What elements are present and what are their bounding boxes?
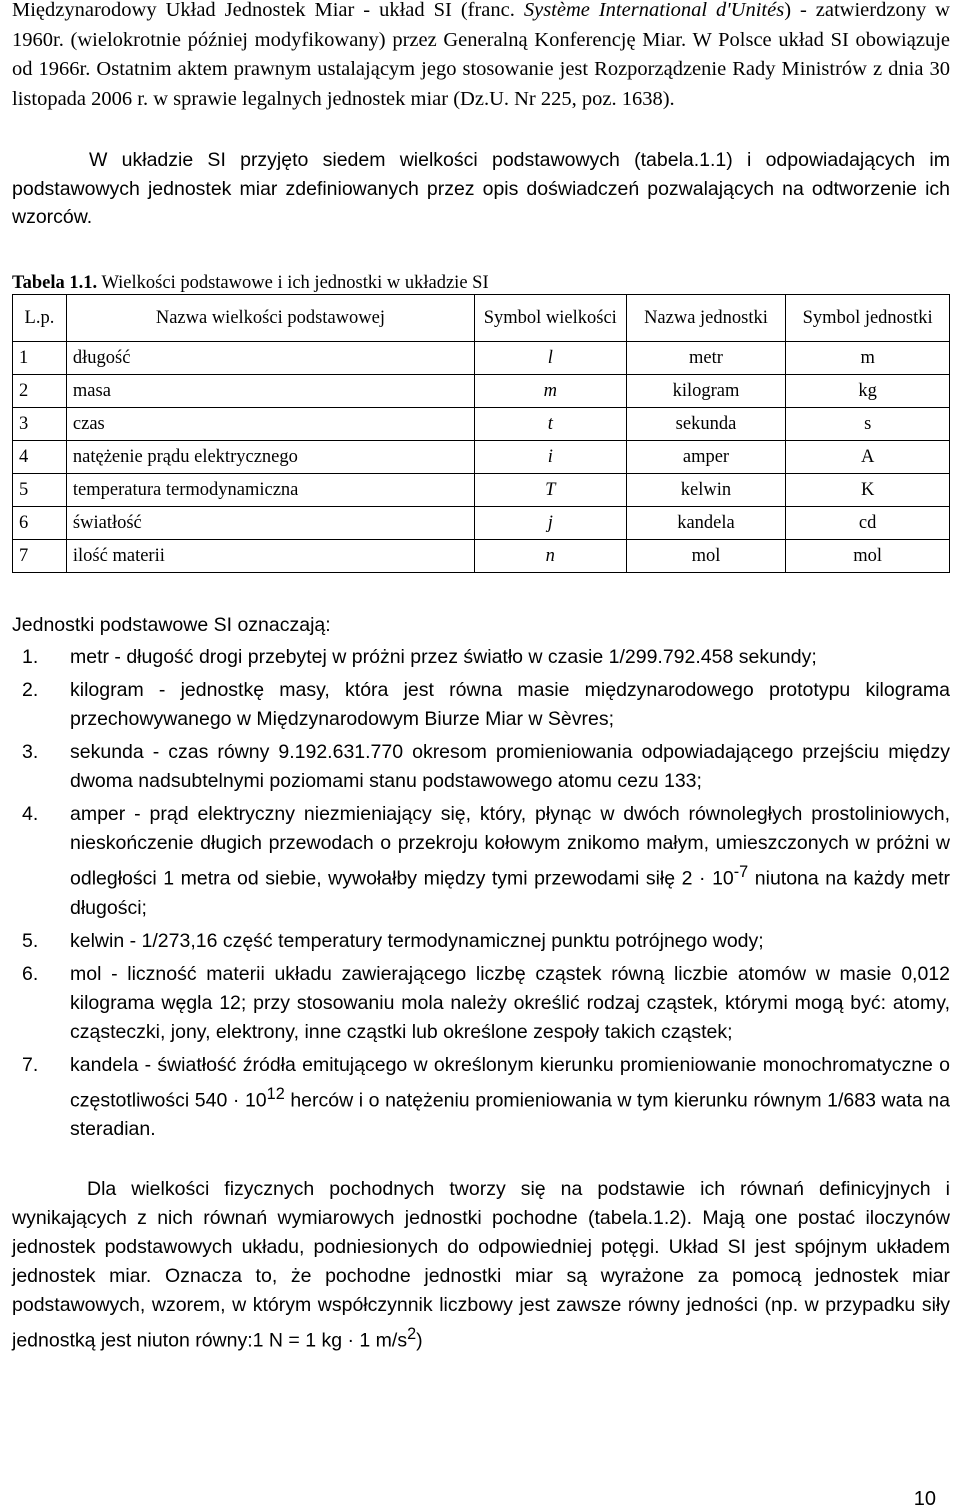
table-row [13,375,950,408]
list-item-number: 3. [22,741,39,763]
unit-name: sekunda [626,408,786,441]
intro-paragraph [12,0,950,114]
list-item-text-tail: herców i o natężeniu promieniowania w tym kierunku równym 1/683 wata na steradian. [70,1089,950,1140]
table-row [13,540,950,573]
row-number: 2 [13,375,67,408]
quantity-symbol: i [474,441,626,474]
list-item-text: kilogram - jednostkę masy, która jest równa masie międzynarodowego prototypu kilograma przechowywanego w Międzynarodowym Biurze Miar w Sèvres; [70,679,950,730]
quantity-name: natężenie prądu elektrycznego [66,441,474,474]
paragraph-two-text: W układzie SI przyjęto siedem wielkości podstawowych (tabela.1.1) i odpowiadających im podstawowych jednostek miar zdefiniowanych przez opis doświadczeń pozwalających na odtworzenie ich wzorców. [12,149,950,228]
header-unit-symbol: Symbol jednostki [786,295,950,342]
paragraph-two [12,146,950,232]
header-unit-name: Nazwa jednostki [626,295,786,342]
definitions-title: Jednostki podstawowe SI oznaczają: [12,614,331,636]
list-item-number: 7. [22,1053,39,1076]
table-row [13,441,950,474]
list-item-text: kelwin - 1/273,16 część temperatury termodynamicznej punktu potrójnego wody; [70,929,764,952]
row-number: 1 [13,342,67,375]
list-item [12,960,950,1047]
row-number: 7 [13,540,67,573]
page-number: 10 [913,1488,936,1510]
list-item [12,927,950,956]
unit-symbol: m [786,342,950,375]
quantity-symbol: T [474,474,626,507]
list-item [12,800,950,923]
table-header-row [13,295,950,342]
unit-name: metr [626,342,786,375]
list-item-text: kandela - światłość źródła emitującego w określonym kierunku promieniowanie monochromatyczne o częstotliwości 540 · 10 [70,1053,950,1111]
table-row [13,507,950,540]
unit-symbol: K [786,474,950,507]
list-item-number: 5. [22,929,39,952]
intro-italic-text: Système International d'Unités [523,0,785,21]
unit-symbol: mol [786,540,950,573]
quantity-symbol: l [474,342,626,375]
table-caption [12,272,489,294]
quantity-symbol: j [474,507,626,540]
list-item-number: 6. [22,962,39,985]
paragraph-three [12,1175,950,1356]
list-item [12,676,950,734]
quantity-name: długość [66,342,474,375]
list-item [12,1051,950,1145]
row-number: 3 [13,408,67,441]
quantity-symbol: n [474,540,626,573]
intro-text-2: ) - zatwierdzony w 1960r. (wielokrotnie później modyfikowany) przez Generalną Konferencję Miar. W Polsce układ SI obowiązuje od 1966r. Ostatnim aktem prawnym ustalającym jego stosowanie jest Rozporządzenie Rady Ministrów z dnia 30 listopada 2006 r. w sprawie legalnych jednostek miar (Dz.U. Nr 225, poz. 1638). [12,0,950,110]
list-item-text-tail: niutona na każdy metr długości; [70,867,950,919]
row-number: 6 [13,507,67,540]
exponent: -7 [733,863,749,881]
unit-name: kilogram [626,375,786,408]
unit-name: amper [626,441,786,474]
table-row [13,408,950,441]
unit-name: kelwin [626,474,786,507]
quantity-name: ilość materii [66,540,474,573]
unit-symbol: A [786,441,950,474]
list-item-number: 2. [22,679,39,701]
header-quantity-symbol: Symbol wielkości [474,295,626,342]
table-row [13,342,950,375]
table-row [13,474,950,507]
header-quantity-name: Nazwa wielkości podstawowej [66,295,474,342]
unit-name: kandela [626,507,786,540]
intro-text-1: Międzynarodowy Układ Jednostek Miar - układ SI (franc. [12,0,524,21]
exponent: 12 [266,1084,285,1103]
list-item [12,738,950,796]
list-item [12,643,950,672]
row-number: 4 [13,441,67,474]
list-item-text: metr - długość drogi przebytej w próżni przez światło w czasie 1/299.792.458 sekundy; [70,646,817,668]
quantity-name: temperatura termodynamiczna [66,474,474,507]
quantity-symbol: m [474,375,626,408]
unit-symbol: s [786,408,950,441]
unit-symbol: cd [786,507,950,540]
quantity-symbol: t [474,408,626,441]
quantity-name: światłość [66,507,474,540]
list-item-number: 1. [22,646,39,668]
list-item-text: sekunda - czas równy 9.192.631.770 okresom promieniowania odpowiadającego przejściu między dwoma nadsubtelnymi poziomami stanu podstawowego atomu cezu 133; [70,741,950,792]
paragraph-three-tail: ) [416,1329,423,1352]
quantity-name: czas [66,408,474,441]
exponent: 2 [407,1325,417,1343]
row-number: 5 [13,474,67,507]
list-item-text: mol - liczność materii układu zawierającego liczbę cząstek równą liczbie atomów w masie 0,012 kilograma węgla 12; przy stosowaniu mola należy określić rodzaj cząstek, którymi mogą być: atomy, cząsteczki, jony, elektrony, inne cząstki lub określone zespoły takich cząstek; [70,962,950,1043]
table-caption-label: Tabela 1.1. [12,273,98,293]
paragraph-three-text: Dla wielkości fizycznych pochodnych tworzy się na podstawie ich równań definicyjnych i wynikających z nich równań wymiarowych jednostki pochodne (tabela.1.2). Mają one postać iloczynów jednostek podstawowych układu, podniesionych do odpowiedniej potęgi. Układ SI jest spójnym układem jednostek miar. Oznacza to, że pochodne jednostki miar są wyrażone za pomocą jednostek miar podstawowych, wzorem, w którym współczynnik liczbowy jest zawsze równy jedności (np. w przypadku siły jednostką jest niuton równy:1 N = 1 kg · 1 m/s [12,1178,950,1352]
unit-name: mol [626,540,786,573]
si-units-table [12,294,950,573]
list-item-number: 4. [22,803,39,825]
table-caption-text: Wielkości podstawowe i ich jednostki w układzie SI [97,273,489,293]
header-lp: L.p. [13,295,67,342]
quantity-name: masa [66,375,474,408]
unit-symbol: kg [786,375,950,408]
list-item-text: amper - prąd elektryczny niezmieniający się, który, płynąc w dwóch równoległych prostoliniowych, nieskończenie długich przewodach o przekroju kołowym znikomo małym, umieszczonych w próżni w odległości 1 metra od siebie, wywołałby między tymi przewodami siłę 2 · 10 [70,803,950,890]
definitions-list [12,643,950,1148]
